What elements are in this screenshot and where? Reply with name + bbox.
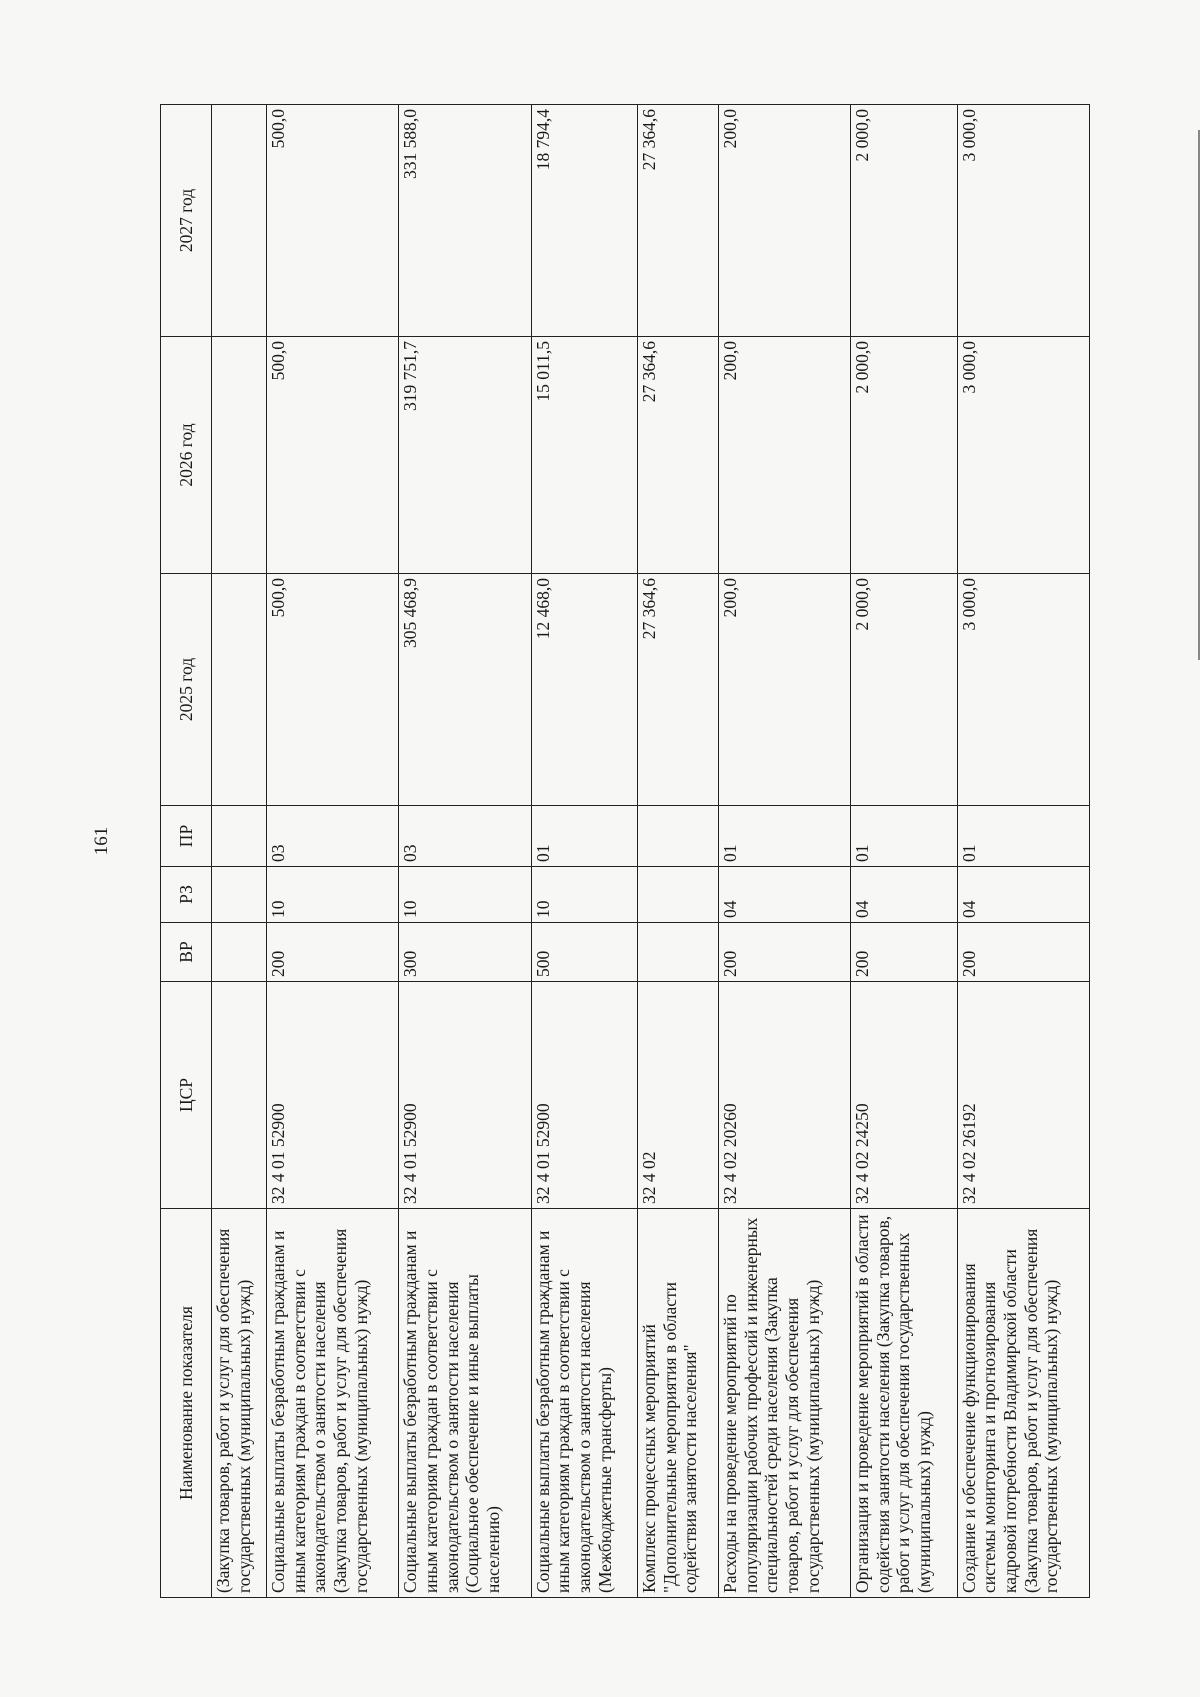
row-pr (638, 806, 719, 867)
table-row (399, 105, 531, 1598)
row-2027: 200,0 (718, 105, 850, 337)
header-vr: ВР (161, 923, 212, 982)
row-2025 (212, 574, 267, 806)
page-number: 161 (91, 826, 112, 856)
row-rz: 04 (957, 867, 1089, 923)
row-2027 (212, 105, 267, 337)
row-vr: 200 (851, 923, 958, 982)
row-rz: 04 (851, 867, 958, 923)
header-rz: РЗ (161, 867, 212, 923)
row-2027: 18 794,4 (531, 105, 638, 337)
row-2027: 27 364,6 (638, 105, 719, 337)
row-vr: 200 (718, 923, 850, 982)
row-vr (212, 923, 267, 982)
row-name: Организация и проведение мероприятий в области содействия занятости населения (Закупка товаров, работ и услуг для обеспечения государственных (муниципальных) нужд) (851, 1209, 958, 1598)
row-2027: 500,0 (267, 105, 399, 337)
row-2025: 2 000,0 (851, 574, 958, 806)
row-pr: 01 (531, 806, 638, 867)
table-row (851, 105, 958, 1598)
row-vr: 500 (531, 923, 638, 982)
row-2027: 2 000,0 (851, 105, 958, 337)
row-csr: 32 4 02 20260 (718, 982, 850, 1209)
table-row (957, 105, 1089, 1598)
row-vr: 200 (957, 923, 1089, 982)
row-pr: 01 (851, 806, 958, 867)
row-vr: 300 (399, 923, 531, 982)
row-name: (Закупка товаров, работ и услуг для обеспечения государственных (муниципальных) нужд) (212, 1209, 267, 1598)
row-name: Комплекс процессных мероприятий "Дополнительные мероприятия в области содействия занятости населения" (638, 1209, 719, 1598)
table-row (718, 105, 850, 1598)
row-csr: 32 4 01 52900 (531, 982, 638, 1209)
table-row (531, 105, 638, 1598)
row-pr: 03 (267, 806, 399, 867)
row-name: Социальные выплаты безработным гражданам и иным категориям граждан в соответствии с законодательством о занятости населения (Социальное обеспечение и иные выплаты населению) (399, 1209, 531, 1598)
header-2026: 2026 год (161, 337, 212, 574)
header-2027: 2027 год (161, 105, 212, 337)
row-2027: 3 000,0 (957, 105, 1089, 337)
row-2026: 15 011,5 (531, 337, 638, 574)
row-2025: 12 468,0 (531, 574, 638, 806)
row-name: Социальные выплаты безработным гражданам и иным категориям граждан в соответствии с законодательством о занятости населения (Закупка товаров, работ и услуг для обеспечения государственных (муниципальных) нужд) (267, 1209, 399, 1598)
row-name: Расходы на проведение мероприятий по популяризации рабочих профессий и инженерных специальностей среди населения (Закупка товаров, работ и услуг для обеспечения государственных (муниципальных) нужд) (718, 1209, 850, 1598)
row-name: Социальные выплаты безработным гражданам и иным категориям граждан в соответствии с законодательством о занятости населения (Межбюджетные трансферты) (531, 1209, 638, 1598)
table-header-row (161, 105, 212, 1598)
row-pr: 01 (957, 806, 1089, 867)
rotated-table-container (160, 105, 1090, 1598)
row-csr (212, 982, 267, 1209)
row-name: Создание и обеспечение функционирования системы мониторинга и прогнозирования кадровой потребности Владимирской области (Закупка товаров, работ и услуг для обеспечения государственных (муниципальных) нужд) (957, 1209, 1089, 1598)
row-2027: 331 588,0 (399, 105, 531, 337)
row-2025: 27 364,6 (638, 574, 719, 806)
row-2026: 200,0 (718, 337, 850, 574)
row-pr: 01 (718, 806, 850, 867)
row-vr: 200 (267, 923, 399, 982)
row-pr (212, 806, 267, 867)
row-rz: 10 (531, 867, 638, 923)
table-row (267, 105, 399, 1598)
row-csr: 32 4 02 (638, 982, 719, 1209)
row-2026: 3 000,0 (957, 337, 1089, 574)
row-csr: 32 4 02 26192 (957, 982, 1089, 1209)
header-2025: 2025 год (161, 574, 212, 806)
row-pr: 03 (399, 806, 531, 867)
header-csr: ЦСР (161, 982, 212, 1209)
row-csr: 32 4 02 24250 (851, 982, 958, 1209)
table-row (638, 105, 719, 1598)
row-2026: 27 364,6 (638, 337, 719, 574)
row-2026: 319 751,7 (399, 337, 531, 574)
header-name: Наименование показателя (161, 1209, 212, 1598)
budget-table (160, 104, 1090, 1598)
row-2025: 500,0 (267, 574, 399, 806)
row-csr: 32 4 01 52900 (267, 982, 399, 1209)
row-2026 (212, 337, 267, 574)
row-rz: 04 (718, 867, 850, 923)
row-rz: 10 (399, 867, 531, 923)
row-2025: 3 000,0 (957, 574, 1089, 806)
row-2026: 2 000,0 (851, 337, 958, 574)
row-2025: 305 468,9 (399, 574, 531, 806)
table-row (212, 105, 267, 1598)
row-vr (638, 923, 719, 982)
row-2025: 200,0 (718, 574, 850, 806)
row-2026: 500,0 (267, 337, 399, 574)
row-rz (638, 867, 719, 923)
row-rz: 10 (267, 867, 399, 923)
header-pr: ПР (161, 806, 212, 867)
row-rz (212, 867, 267, 923)
row-csr: 32 4 01 52900 (399, 982, 531, 1209)
